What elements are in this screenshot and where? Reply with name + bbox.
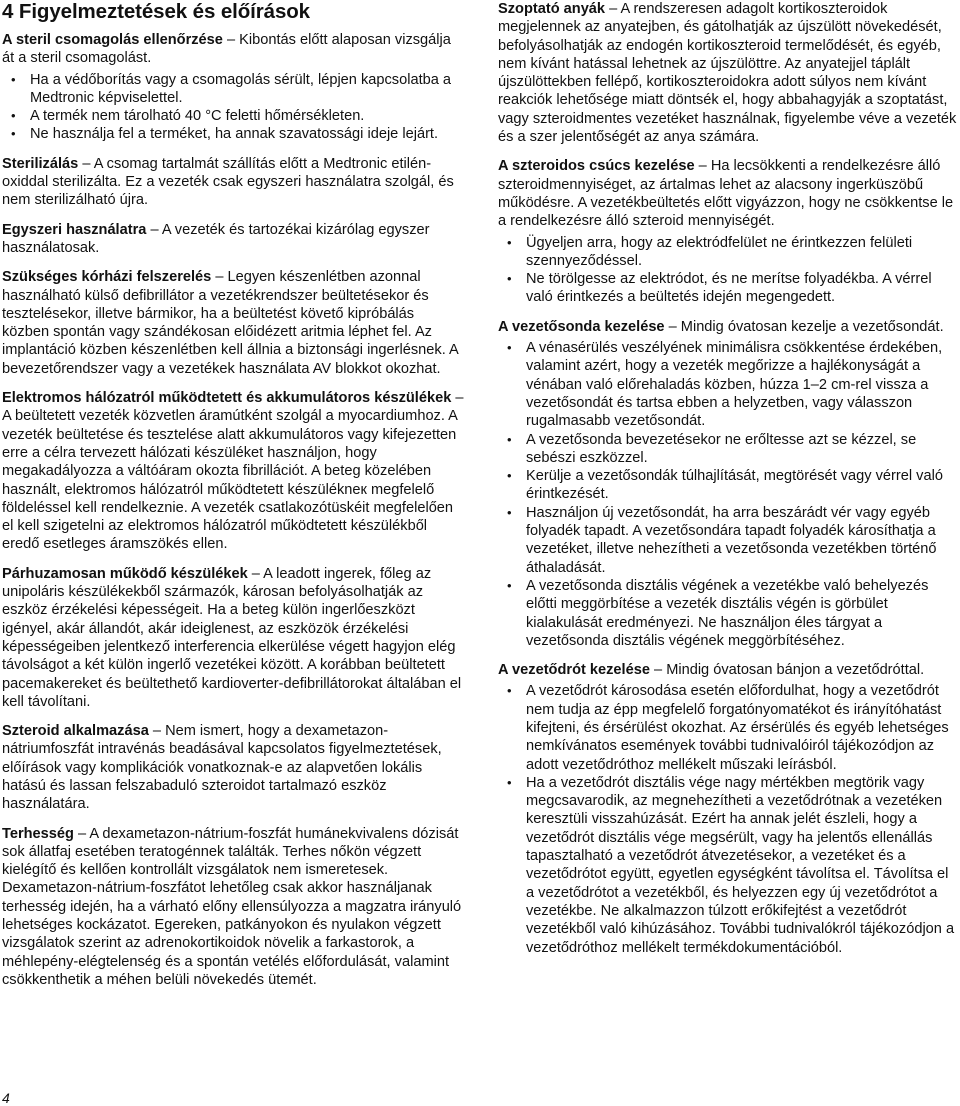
paragraph-text: Kibontás előtt alaposan vizsgálja át a steril csomagolást. — [2, 32, 451, 67]
left-column — [2, 0, 464, 1000]
list-item: • Ügyeljen arra, hogy az elektródfelület ne érintkezzen felületi szennyeződéssel. — [498, 234, 958, 271]
paragraph-text: Ha lecsökkenti a rendelkezésre álló szteroidmennyiséget, az ártalmas lehet az alacsony ingerküszöbű működésre. A vezetékbeültetés előtt vigyázzon, hogy ne csökkentse le a rendelkezésre álló szteroid mennyiségét. — [498, 158, 954, 230]
list-item: • A vezetődrót károsodása esetén előfordulhat, hogy a vezetődrót nem tudja az épp megfelelő forgatónyomatékot és irányítóhatást kifejteni, és érsérülést okozhat. Az érsérülés és egyéb lehetséges nemkívánatos események további tudnivalóiról tájékozódjon az adott vezetődróthoz mellékelt műszaki leírásból. — [498, 682, 958, 773]
paragraph-text: Mindig óvatosan kezelje a vezetősondát. — [680, 318, 944, 335]
list-item: • Használjon új vezetősondát, ha arra beszárádt vér vagy egyéb folyadék tapadt. A vezetősondára tapadt folyadék károsíthatja a vezetéket, illetve nehezítheti a vezetősonda vezetékben történő áthaladását. — [498, 504, 958, 577]
paragraph-title: Szoptató anyák — [498, 1, 606, 17]
bullet-list — [498, 682, 958, 956]
paragraph-title: Párhuzamosan működő készülékek — [2, 565, 248, 582]
paragraph-title: Elektromos hálózatról működtetett és akkumulátoros készülékek — [2, 390, 452, 407]
paragraph-text: Nem ismert, hogy a dexametazon-nátriumfoszfát intravénás beadásával kapcsolatos figyelmeztetések, előírások vagy komplikációk vonatkoznak-e az alapvetően lokális hatású és lassan felszabaduló szteroidot tartalmazó eszköz használatára. — [2, 723, 442, 813]
bullet-list — [498, 234, 958, 307]
section-guidewire-handling: A vezetődrót kezelése – Mindig óvatosan bánjon a vezetődróttal. • A vezetődrót károsodása esetén előfordulhat, hogy a vezetődrót nem tudja az épp megfelelő forgatónyomatékot és irányítóhatást kifejteni, és érsérülést okozhat. Az érsérülés és egyéb lehetséges nemkívánatos események további tudnivalóiról tájékozódjon az adott vezetődróthoz mellékelt műszaki leírásból. • Ha a vezetődrót disztális vége nagy mértékben megtörik vagy megcsavarodik, az megnehezítheti a vezetődrótnak a vezetéken keresztüli visszahúzását. Ezért ha annak jelét észleli, hogy a vezetődrót disztális vége megsérült, vagy ha jelentős ellenállás tapasztalható a vezetődrót átvezetésekor, a vezetéket és a vezetődrótot együtt, egyetlen egységként távolítsa el. Távolítsa el a vezetődrótot a vezetékből, és helyezzen egy új vezetődrótot a vezetékbe. Ne alkalmazzon túlzott erőkifejtést a vezetődrót vezetékből való kihúzásához. További tudnivalókról tájékozódjon a vezetődróthoz mellékelt termékdokumentációból. — [498, 661, 958, 957]
paragraph-title: A vezetődrót kezelése — [498, 662, 650, 679]
bullet-list — [2, 71, 464, 144]
list-item: • A vezetősonda disztális végének a vezetékbe való behelyezés előtti meggörbítése a vezeték disztális végén is görbület kialakulását eredményezi. Ne használjon éles tárgyat a vezetősonda disztális végének meggörbítéséhez. — [498, 577, 958, 650]
section-steroid-use: Szteroid alkalmazása – Nem ismert, hogy a dexametazon-nátriumfoszfát intravénás beadásával kapcsolatos figyelmeztetések, előírások vagy komplikációk vonatkoznak-e az alapvetően lokális hatású és lassan felszabaduló szteroidot tartalmazó eszköz használatára. — [2, 723, 442, 813]
paragraph-text: A csomag tartalmát szállítás előtt a Medtronic etilén-oxiddal sterilizálta. Ez a vezeték csak egyszeri használatra szolgál, és nem sterilizálható újra. — [2, 155, 454, 209]
list-item: • A vénasérülés veszélyének minimálisra csökkentése érdekében, valamint azért, hogy a vezeték megőrizze a hajlékonyságát a vénában való előrehaladás közben, húzza 1–2 cm-rel vissza a vezetősondát és tartsa ebben a helyzetben, vagy válasszon rugalmasabb vezetősondát. — [498, 339, 958, 430]
paragraph-text: A dexametazon-nátrium-foszfát humánekvivalens dózisát sok állatfaj esetében teratogénnek találták. Terhes nőkön végzett kielégítő és kellően kontrollált vizsgálatok nem ismeretesek. Dexametazon-nátrium-foszfátot lehetőleg csak akkor használjanak terhesség idején, ha a várható előny ellensúlyozza a magzatra irányuló lehetséges kockázatot. Egereken, patkányokon és nyulakon végzett vizsgálatok szerint az adrenokortikoidok növelik a farkastorok, a méhlepény-elégtelenség és a spontán vetélés előfordulását, valamint csökkenthetik a méhen belüli növekedés ütemét. — [2, 825, 462, 988]
list-item: • A vezetősonda bevezetésekor ne erőltesse azt se kézzel, se sebészi eszközzel. — [498, 431, 958, 468]
section-powered-devices: Elektromos hálózatról működtetett és akkumulátoros készülékek – A beültetett vezeték közvetlen áramútként szolgál a myocardiumhoz. A vezeték beültetése és tesztelése alatt akkumulátoros vagy kifejezetten erre a célra tervezett hálózati készüléket használjon, hogy megakadályozza a váltóáram okozta fibrillációt. A beteg közelében használt, elektromos hálózatról működtetett készülékneк megfelelő földeléssel kell rendelkeznie. A vezeték csatlakozótüskéit megfelelően el kell szigetelni az elektromos hálózatról működtetett készülékből eredő esetleges áramszökés ellen. — [2, 390, 464, 553]
paragraph-title: A szteroidos csúcs kezelése — [498, 158, 695, 175]
section-hospital-equipment: Szükséges kórházi felszerelés – Legyen készenlétben azonnal használható külső defibrillátor a vezetékrendszer beültetésekor és tesztelésekor, illetve bármikor, ha a beültetést követő kipróbálás közben spontán vagy szándékosan előidézett aritmia léphet fel. Az implantáció közben készenlétben kell állnia a biztonsági ingerlésnek. A bevezetőrendszer vagy a vezetékek használata AV blokkot okozhat. — [2, 269, 458, 377]
paragraph-text: Legyen készenlétben azonnal használható külső defibrillátor a vezetékrendszer beültetésekor és tesztelésekor, illetve bármikor, ha a beültetést követő kipróbálás közben spontán vagy szándékosan előidézett aritmia léphet fel. Az implantáció közben készenlétben kell állnia a biztonsági ingerlésnek. A bevezetőrendszer vagy a vezetékek használata AV blokkot okozhat. — [2, 269, 458, 377]
list-item: • Ne törölgesse az elektródot, és ne merítse folyadékba. A vérrel való érintkezés a beültetés idején megengedett. — [498, 270, 958, 307]
list-item: • A termék nem tárolható 40 °C feletti hőmérsékleten. — [2, 107, 464, 125]
list-item: • Kerülje a vezetősondák túlhajlítását, megtörését vagy vérrel való érintkezését. — [498, 467, 958, 504]
section-sterile-packaging: A steril csomagolás ellenőrzése – Kibontás előtt alaposan vizsgálja át a steril csomagolást. • Ha a védőborítás vagy a csomagolás sérült, lépjen kapcsolatba a Medtronic képviselettel. • A termék nem tárolható 40 °C feletti hőmérsékleten. • Ne használja fel a terméket, ha annak szavatossági ideje lejárt. — [2, 31, 464, 144]
paragraph-title: Sterilizálás — [2, 155, 79, 172]
list-item: • Ha a védőborítás vagy a csomagolás sérült, lépjen kapcsolatba a Medtronic képviselettel. — [2, 71, 464, 108]
list-item: • Ne használja fel a terméket, ha annak szavatossági ideje lejárt. — [2, 125, 464, 143]
section-stylet-handling: A vezetősonda kezelése – Mindig óvatosan kezelje a vezetősondát. • A vénasérülés veszélyének minimálisra csökkentése érdekében, valamint azért, hogy a vezeték megőrizze a hajlékonyságát a vénában való előrehaladás közben, húzza 1–2 cm-rel vissza a vezetősondát és tartsa ebben a helyzetben, vagy válasszon rugalmasabb vezetősondát. • A vezetősonda bevezetésekor ne erőltesse azt se kézzel, se sebészi eszközzel. • Kerülje a vezetősondák túlhajlítását, megtörését vagy vérrel való érintkezését. • Használjon új vezetősondát, ha arra beszárádt vér vagy egyéb folyadék tapadt. A vezetősondára tapadt folyadék károsíthatja a vezetéket, illetve nehezítheti a vezetősonda vezetékben történő áthaladását. • A vezetősonda disztális végének a vezetékbe való behelyezés előtti meggörbítése a vezeték disztális végén is görbület kialakulását eredményezi. Ne használjon éles tárgyat a vezetősonda disztális végének meggörbítéséhez. — [498, 318, 958, 650]
paragraph-text: A beültetett vezeték közvetlen áramútként szolgál a myocardiumhoz. A vezeték beültetése és tesztelése alatt akkumulátoros vagy kifejezetten erre a célra tervezett hálózati készüléket használjon, hogy megakadályozza a váltóáram okozta fibrillációt. A beteg közelében használt, elektromos hálózatról működtetett készülékneк megfelelő földeléssel kell rendelkeznie. A vezeték csatlakozótüskéit megfelelően el kell szigetelni az elektromos hálózatról működtetett készülékből eredő esetleges áramszökés ellen. — [2, 408, 458, 553]
list-item: • Ha a vezetődrót disztális vége nagy mértékben megtörik vagy megcsavarodik, az megnehezítheti a vezetődrótnak a vezetéken keresztüli visszahúzását. Ezért ha annak jelét észleli, hogy a vezetődrót disztális vége megsérült, vagy ha jelentős ellenállás tapasztalható a vezetődrót átvezetésekor, a vezetéket és a vezetődrótot együtt, egyetlen egységként távolítsa el. Távolítsa el a vezetődrótot a vezetékből, és helyezzen egy új vezetődrótot a vezetékbe. Ne alkalmazzon túlzott erőkifejtést a vezetődrót vezetékből való kihúzásához. További tudnivalókról tájékozódjon a vezetődróthoz mellékelt termékdokumentációból. — [498, 774, 958, 957]
page-number: 4 — [2, 1090, 10, 1106]
paragraph-title: Szteroid alkalmazása — [2, 723, 149, 740]
section-heading: 4 Figyelmeztetések és előírások — [2, 0, 310, 23]
paragraph-text: Mindig óvatosan bánjon a vezetődróttal. — [666, 662, 925, 679]
paragraph-title: Terhesség — [2, 825, 74, 842]
paragraph-text: A rendszeresen adagolt kortikoszteroidok megjelennek az anyatejben, és gátolhatják az újszülött növekedését, befolyásolhatják az endogén kortikoszteroid termelődését, és egyéb, nem kívánt hatással lehetnek az újszülöttre. Az anyatejjel táplált újszülöttekben fellépő, kortikoszteroidokra adott súlyos nem kívánt reakciók lehetősége miatt döntsék el, hogy abbahagyják a szoptatást, vagy szteroidmentes vezetéket használnak, figyelembe véve a vezeték és a szer jelentőségét az anya számára. — [498, 1, 957, 146]
paragraph-text: A leadott ingerek, főleg az unipoláris készülékekből származók, károsan befolyásolhatják az eszköz érzékelési képességeit. Ha a beteg külön ingerlőeszközt igényel, akár állandót, akár ideiglenest, az eszközök érzékelési képességeiben jelentkező interferencia elkerülése végett hagyjon elég távolságot a két külön ingerlő vezetékei között. A korábban beültetett pacemakereket és beültethető kardioverter-defibrillátorokat általában el kell távolítani. — [2, 565, 462, 710]
section-concurrent-devices: Párhuzamosan működő készülékek – A leadott ingerek, főleg az unipoláris készülékekből származók, károsan befolyásolhatják az eszköz érzékelési képességeit. Ha a beteg külön ingerlőeszközt igényel, akár állandót, akár ideiglenest, az eszközök érzékelési képességeiben jelentkező interferencia elkerülése végett hagyjon elég távolságot a két külön ingerlő vezetékei között. A korábban beültetett pacemakereket és beültethető kardioverter-defibrillátorokat általában el kell távolítani. — [2, 565, 462, 710]
paragraph-title: Egyszeri használatra — [2, 221, 147, 238]
section-nursing-mothers: Szoptató anyák – A rendszeresen adagolt kortikoszteroidok megjelennek az anyatejben, és gátolhatják az újszülött növekedését, befolyásolhatják az endogén kortikoszteroid termelődését, és egyéb, nem kívánt hatással lehetnek az újszülöttre. Az anyatejjel táplált újszülöttekben fellépő, kortikoszteroidokra adott súlyos nem kívánt reakciók lehetősége miatt döntsék el, hogy abbahagyják a szoptatást, vagy szteroidmentes vezetéket használnak, figyelembe véve a vezeték és a szer jelentőségét az anya számára. — [498, 1, 957, 146]
bullet-list — [498, 339, 958, 650]
paragraph-title: A vezetősonda kezelése — [498, 318, 665, 335]
section-steroid-tip: A szteroidos csúcs kezelése – Ha lecsökkenti a rendelkezésre álló szteroidmennyiséget, az ártalmas lehet az alacsony ingerküszöbű működésre. A vezetékbeültetés előtt vigyázzon, hogy ne csökkentse le a rendelkezésre álló szteroid mennyiségét. • Ügyeljen arra, hogy az elektródfelület ne érintkezzen felületi szennyeződéssel. • Ne törölgesse az elektródot, és ne merítse folyadékba. A vérrel való érintkezés a beültetés idején megengedett. — [498, 157, 958, 306]
section-sterilization: Sterilizálás – A csomag tartalmát szállítás előtt a Medtronic etilén-oxiddal sterilizálta. Ez a vezeték csak egyszeri használatra szolgál, és nem sterilizálható újra. — [2, 155, 454, 209]
section-pregnancy: Terhesség – A dexametazon-nátrium-foszfát humánekvivalens dózisát sok állatfaj esetében teratogénnek találták. Terhes nőkön végzett kielégítő és kellően kontrollált vizsgálatok nem ismeretesek. Dexametazon-nátrium-foszfátot lehetőleg csak akkor használjanak terhesség idején, ha a várható előny ellensúlyozza a magzatra irányuló lehetséges kockázatot. Egereken, patkányokon és nyulakon végzett vizsgálatok szerint az adrenokortikoidok növelik a farkastorok, a méhlepény-elégtelenség és a spontán vetélés előfordulását, valamint csökkenthetik a méhen belüli növekedés ütemét. — [2, 825, 462, 988]
paragraph-title: A steril csomagolás ellenőrzése — [2, 32, 223, 48]
paragraph-text: A vezeték és tartozékai kizárólag egyszer használatosak. — [2, 221, 430, 256]
section-single-use: Egyszeri használatra – A vezeték és tartozékai kizárólag egyszer használatosak. — [2, 221, 430, 256]
right-column — [498, 0, 958, 968]
paragraph-title: Szükséges kórházi felszerelés — [2, 269, 212, 286]
